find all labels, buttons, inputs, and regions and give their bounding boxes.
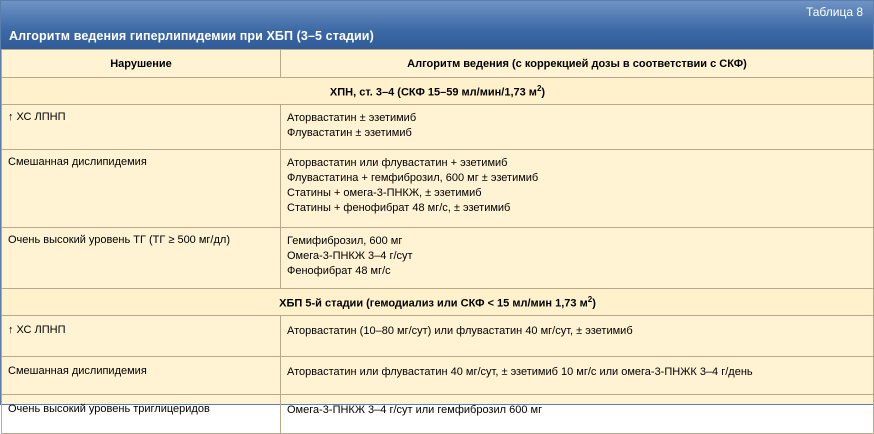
algorithm-cell (281, 316, 874, 357)
table-number: Таблица 8 (805, 5, 863, 19)
algorithm-line: Фенофибрат 48 мг/с (287, 265, 391, 277)
section-heading (2, 289, 874, 316)
algorithm-line: Аторвастатин ± эзетимиб (287, 112, 417, 124)
violation-cell: Очень высокий уровень триглицеридов (2, 395, 281, 434)
table-row (2, 105, 874, 150)
column-header-row (2, 50, 874, 78)
table-title: Алгоритм ведения гиперлипидемии при ХБП (3–5 стадии) (9, 29, 374, 43)
table-row (2, 150, 874, 228)
algorithm-cell (281, 228, 874, 289)
algorithm-line: Аторвастатин или флувастатин 40 мг/сут, ± эзетимиб 10 мг/с или омега-3-ПНЖК 3–4 г/день (287, 366, 753, 378)
algorithm-line: Омега-3-ПНКЖ 3–4 г/сут или гемфиброзил 600 мг (287, 404, 543, 416)
column-header-algorithm: Алгоритм ведения (с коррекцией дозы в соответствии с СКФ) (281, 50, 874, 78)
data-table (1, 49, 874, 434)
violation-cell: ↑ ХС ЛПНП (2, 105, 281, 150)
table-row (2, 228, 874, 289)
table-row (2, 395, 874, 434)
algorithm-line: Флувастатина + гемфиброзил, 600 мг ± эзетимиб (287, 172, 539, 184)
section-heading-text: ХПН, ст. 3–4 (СКФ 15–59 мл/мин/1,73 м (329, 86, 537, 99)
section-heading (2, 78, 874, 105)
section-heading-row (2, 78, 874, 105)
section-heading-close: ) (592, 297, 596, 310)
algorithm-line: Статины + омега-3-ПНКЖ, ± эзетимиб (287, 187, 482, 199)
violation-cell: Смешанная дислипидемия (2, 357, 281, 395)
section-heading-close: ) (541, 86, 546, 99)
algorithm-cell (281, 357, 874, 395)
violation-cell: Очень высокий уровень ТГ (ТГ ≥ 500 мг/дл) (2, 228, 281, 289)
algorithm-cell (281, 105, 874, 150)
algorithm-line: Аторвастатин (10–80 мг/сут) или флувастатин 40 мг/сут, ± эзетимиб (287, 325, 633, 337)
table-header-bar (1, 1, 873, 49)
algorithm-line: Флувастатин ± эзетимиб (287, 127, 412, 139)
algorithm-cell (281, 150, 874, 228)
section-heading-superscript: 2 (536, 83, 542, 93)
table-body (2, 78, 874, 434)
algorithm-line: Омега-3-ПНКЖ 3–4 г/сут (287, 250, 413, 262)
violation-cell: ↑ ХС ЛПНП (2, 316, 281, 357)
section-heading-superscript: 2 (587, 294, 593, 304)
algorithm-line: Гемифиброзил, 600 мг (287, 235, 403, 247)
algorithm-cell (281, 395, 874, 434)
section-heading-row (2, 289, 874, 316)
column-header-violation: Нарушение (2, 50, 281, 78)
table-row (2, 357, 874, 395)
algorithm-line: Аторвастатин или флувастатин + эзетимиб (287, 157, 508, 169)
violation-cell: Смешанная дислипидемия (2, 150, 281, 228)
algorithm-line: Статины + фенофибрат 48 мг/с, ± эзетимиб (287, 202, 511, 214)
table-row (2, 316, 874, 357)
section-heading-text: ХБП 5-й стадии (гемодиализ или СКФ < 15 мл/мин 1,73 м (279, 297, 588, 310)
